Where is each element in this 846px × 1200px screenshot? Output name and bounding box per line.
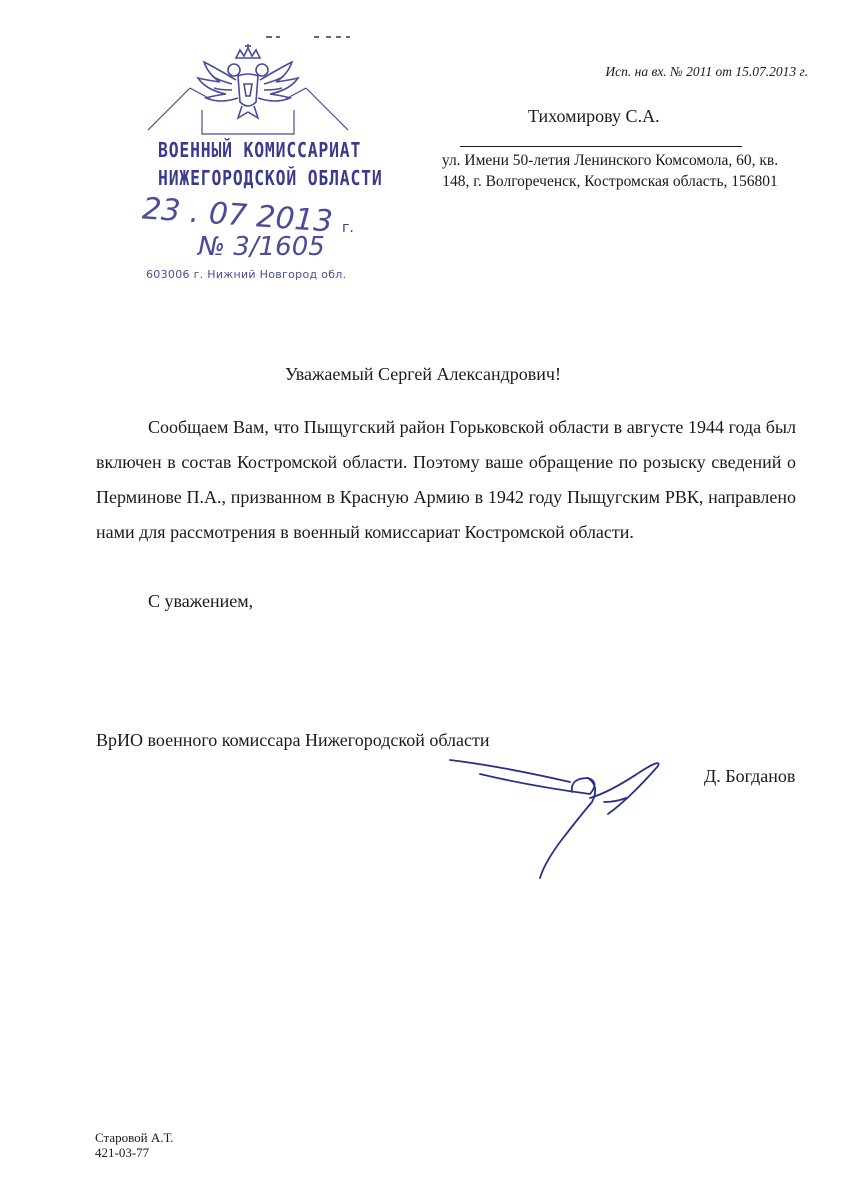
executor-phone: 421-03-77 [95,1145,150,1160]
recipient-name: Тихомирову С.А. [528,106,660,126]
official-stamp [120,40,383,290]
stamp-org-line2: НИЖЕГОРОДСКОЙ ОБЛАСТИ [158,166,383,190]
signatory-name: Д. Богданов [704,766,796,786]
eagle-emblem-icon [120,40,380,150]
handwritten-signature [440,752,680,882]
stamp-date: 23 . 07 2013 [141,191,334,240]
stamp-address: 603006 г. Нижний Новгород обл. [146,268,347,281]
stamp-reg-number: № 3/1605 [198,232,325,262]
stamp-org-line1: ВОЕННЫЙ КОМИССАРИАТ [158,138,362,162]
incoming-reference: Исп. на вх. № 2011 от 15.07.2013 г. [605,64,808,79]
signatory-title: ВрИО военного комиссара Нижегородской области [96,730,490,750]
letter-body: Сообщаем Вам, что Пыщугский район Горьковской области в августе 1944 года был включен в состав Костромской области. Поэтому ваше обращение по розыску сведений о Перминове П.А., призванном в Красную Армию в 1942 году Пыщугским РВК, направлено нами для рассмотрения в военный комиссариат Костромской области. [96,417,796,542]
executor-name: Старовой А.Т. [95,1130,174,1145]
salutation: Уважаемый Сергей Александрович! [285,364,561,384]
closing-phrase: С уважением, [148,591,254,611]
stamp-year-suffix: г. [342,220,354,236]
recipient-address: ул. Имени 50-летия Ленинского Комсомола, 60, кв. 148, г. Волгореченск, Костромская область, 156801 [441,152,779,190]
recipient-divider [460,146,742,147]
